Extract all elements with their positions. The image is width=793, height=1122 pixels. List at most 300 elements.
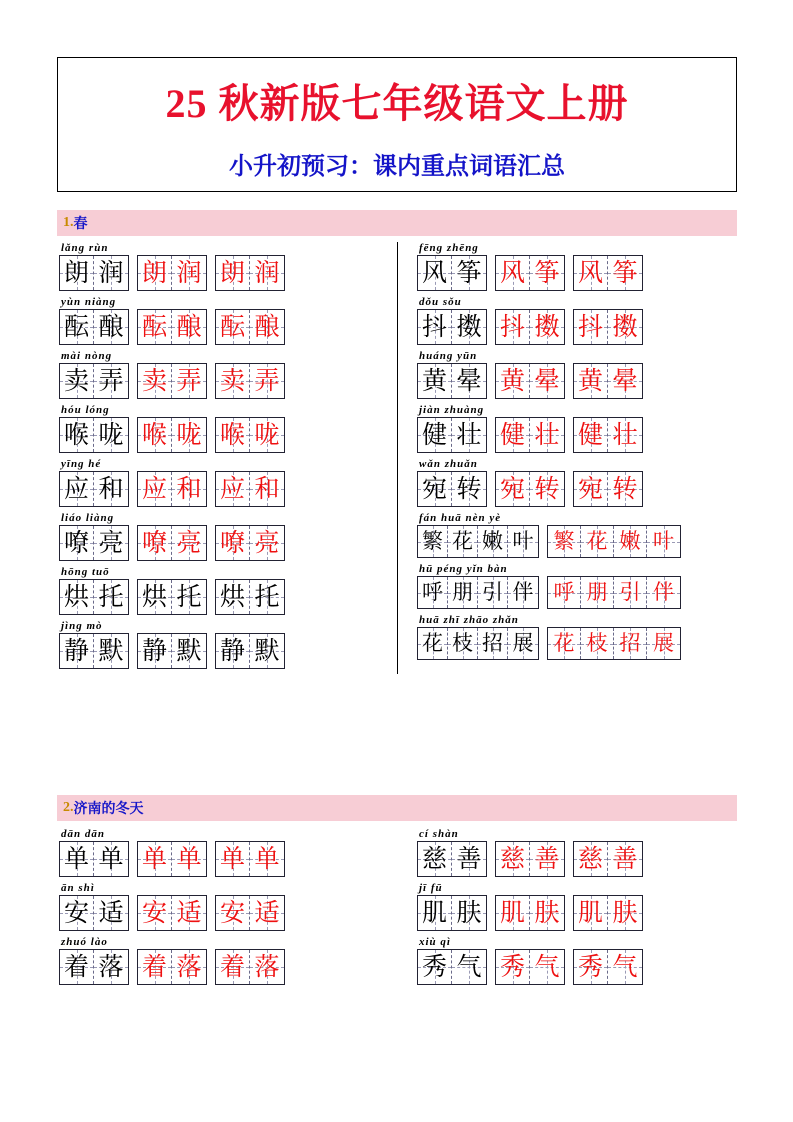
char-glyph: 晕 xyxy=(612,367,638,395)
word-grid-trace-1 xyxy=(137,471,207,507)
char-glyph: 烘 xyxy=(219,583,245,611)
char-cell xyxy=(216,418,250,452)
char-glyph: 酿 xyxy=(176,313,202,341)
word-grid-model xyxy=(59,949,129,985)
char-glyph: 朋 xyxy=(452,580,473,604)
pinyin-label: huáng yūn xyxy=(419,350,478,362)
char-glyph: 咙 xyxy=(98,421,124,449)
char-glyph: 慈 xyxy=(499,845,525,873)
char-cell xyxy=(548,577,581,608)
word-grid-model xyxy=(59,841,129,877)
pinyin-label: jiàn zhuàng xyxy=(419,404,485,416)
char-cell xyxy=(452,256,486,290)
char-glyph: 亮 xyxy=(176,529,202,557)
word-row xyxy=(417,363,737,399)
word-grid-trace-2 xyxy=(573,417,643,453)
char-glyph: 筝 xyxy=(456,259,482,287)
word-grid-model xyxy=(417,895,487,931)
char-glyph: 安 xyxy=(219,899,245,927)
char-cell xyxy=(574,310,608,344)
char-glyph: 风 xyxy=(499,259,525,287)
word-grid-trace-2 xyxy=(573,895,643,931)
char-glyph: 伴 xyxy=(512,580,534,604)
word-grid-model xyxy=(417,949,487,985)
char-glyph: 黄 xyxy=(499,367,525,395)
char-glyph: 壮 xyxy=(456,421,482,449)
pinyin-label: cí shàn xyxy=(419,828,459,840)
pinyin-label: yùn niàng xyxy=(61,296,117,308)
pinyin-label: wǎn zhuǎn xyxy=(419,458,478,470)
word-grid-trace-1 xyxy=(495,841,565,877)
word-grid-model xyxy=(417,525,539,558)
char-cell xyxy=(172,842,206,876)
char-cell xyxy=(250,472,284,506)
pinyin-label: lǎng rùn xyxy=(61,242,109,254)
char-glyph: 默 xyxy=(98,637,124,665)
word-row xyxy=(417,417,737,453)
char-glyph: 润 xyxy=(176,259,202,287)
char-glyph: 善 xyxy=(534,845,560,873)
char-cell xyxy=(452,896,486,930)
char-glyph: 卖 xyxy=(141,367,167,395)
word-row xyxy=(417,255,737,291)
char-cell xyxy=(60,364,94,398)
word-entry xyxy=(59,566,397,615)
pinyin-label: fēng zhēng xyxy=(419,242,479,254)
char-glyph: 咙 xyxy=(254,421,280,449)
char-cell xyxy=(530,472,564,506)
pinyin-label: hōng tuō xyxy=(61,566,110,578)
page-subtitle: 小升初预习：课内重点词语汇总 xyxy=(229,154,565,180)
char-glyph: 善 xyxy=(456,845,482,873)
word-grid-model xyxy=(417,841,487,877)
word-entry xyxy=(417,936,737,985)
char-cell xyxy=(94,580,128,614)
char-cell xyxy=(138,896,172,930)
word-grid-trace-1 xyxy=(137,949,207,985)
char-cell xyxy=(172,950,206,984)
pinyin-label: jìng mò xyxy=(61,620,103,632)
char-glyph: 喉 xyxy=(141,421,167,449)
char-glyph: 单 xyxy=(176,845,202,873)
word-grid-model xyxy=(59,579,129,615)
char-glyph: 肌 xyxy=(421,899,447,927)
char-glyph: 风 xyxy=(577,259,603,287)
pinyin-label: liáo liàng xyxy=(61,512,115,524)
char-glyph: 默 xyxy=(176,637,202,665)
char-cell xyxy=(508,628,538,659)
char-glyph: 宛 xyxy=(577,475,603,503)
char-glyph: 花 xyxy=(553,631,575,655)
char-glyph: 肌 xyxy=(577,899,603,927)
char-cell xyxy=(530,364,564,398)
char-glyph: 秀 xyxy=(577,953,603,981)
char-cell xyxy=(530,418,564,452)
char-glyph: 慈 xyxy=(421,845,447,873)
char-cell xyxy=(172,526,206,560)
char-cell xyxy=(94,950,128,984)
word-entry xyxy=(417,458,737,507)
char-glyph: 招 xyxy=(482,631,503,655)
char-cell xyxy=(60,634,94,668)
char-cell xyxy=(452,842,486,876)
section-header-1 xyxy=(57,210,737,236)
char-glyph: 酝 xyxy=(219,313,245,341)
word-row xyxy=(59,579,397,615)
char-glyph: 应 xyxy=(63,475,89,503)
char-cell xyxy=(530,842,564,876)
char-glyph: 和 xyxy=(176,475,202,503)
char-cell xyxy=(138,580,172,614)
char-glyph: 繁 xyxy=(422,529,443,553)
char-cell xyxy=(608,310,642,344)
word-grid-trace-1 xyxy=(547,627,681,660)
word-entry xyxy=(59,404,397,453)
char-cell xyxy=(60,842,94,876)
char-cell xyxy=(548,526,581,557)
word-grid-model xyxy=(417,627,539,660)
char-cell xyxy=(508,577,538,608)
char-cell xyxy=(60,310,94,344)
char-glyph: 静 xyxy=(141,637,167,665)
pinyin-label: jī fū xyxy=(419,882,443,894)
word-grid-trace-2 xyxy=(215,579,285,615)
char-cell xyxy=(418,472,452,506)
char-cell xyxy=(172,256,206,290)
char-glyph: 肌 xyxy=(499,899,525,927)
word-row xyxy=(59,471,397,507)
char-cell xyxy=(608,256,642,290)
char-cell xyxy=(581,526,614,557)
char-cell xyxy=(496,896,530,930)
char-glyph: 托 xyxy=(176,583,202,611)
word-entry xyxy=(59,620,397,669)
char-cell xyxy=(608,364,642,398)
char-glyph: 呼 xyxy=(422,580,443,604)
char-cell xyxy=(574,256,608,290)
title-box xyxy=(57,57,737,192)
char-glyph: 健 xyxy=(577,421,603,449)
char-cell xyxy=(418,842,452,876)
word-grid-trace-2 xyxy=(215,949,285,985)
section-number: 1. xyxy=(63,215,74,230)
word-entry xyxy=(59,936,397,985)
char-cell xyxy=(250,950,284,984)
char-cell xyxy=(172,896,206,930)
word-row xyxy=(59,525,397,561)
char-glyph: 筝 xyxy=(612,259,638,287)
char-cell xyxy=(452,364,486,398)
char-glyph: 健 xyxy=(421,421,447,449)
char-glyph: 单 xyxy=(254,845,280,873)
char-cell xyxy=(496,418,530,452)
char-glyph: 招 xyxy=(619,631,641,655)
char-cell xyxy=(478,526,508,557)
char-cell xyxy=(138,418,172,452)
char-glyph: 单 xyxy=(219,845,245,873)
char-glyph: 酿 xyxy=(254,313,280,341)
char-glyph: 酝 xyxy=(141,313,167,341)
char-glyph: 嫩 xyxy=(482,529,503,553)
char-cell xyxy=(647,577,680,608)
char-cell xyxy=(530,896,564,930)
char-glyph: 肤 xyxy=(612,899,638,927)
pinyin-label: hū péng yǐn bàn xyxy=(419,563,508,575)
char-glyph: 酿 xyxy=(98,313,124,341)
pinyin-label: fán huā nèn yè xyxy=(419,512,502,524)
word-entry xyxy=(59,828,397,877)
char-glyph: 健 xyxy=(499,421,525,449)
char-cell xyxy=(496,842,530,876)
char-cell xyxy=(647,526,680,557)
char-glyph: 肤 xyxy=(456,899,482,927)
char-cell xyxy=(216,950,250,984)
word-entry xyxy=(59,242,397,291)
char-cell xyxy=(250,896,284,930)
char-glyph: 咙 xyxy=(176,421,202,449)
char-cell xyxy=(60,896,94,930)
word-grid-trace-2 xyxy=(215,309,285,345)
char-cell xyxy=(250,634,284,668)
char-cell xyxy=(138,842,172,876)
word-grid-model xyxy=(59,363,129,399)
char-glyph: 伴 xyxy=(653,580,674,604)
char-glyph: 亮 xyxy=(254,529,280,557)
char-cell xyxy=(94,472,128,506)
char-glyph: 单 xyxy=(98,845,124,873)
char-glyph: 壮 xyxy=(534,421,560,449)
char-cell xyxy=(418,256,452,290)
char-glyph: 擞 xyxy=(456,313,482,341)
section-2-column-left xyxy=(57,828,397,990)
char-cell xyxy=(60,580,94,614)
word-row xyxy=(417,627,737,660)
char-cell xyxy=(216,256,250,290)
column-divider xyxy=(397,242,398,674)
word-grid-trace-2 xyxy=(573,949,643,985)
char-cell xyxy=(418,950,452,984)
char-glyph: 花 xyxy=(452,529,473,553)
char-glyph: 风 xyxy=(421,259,447,287)
char-glyph: 朋 xyxy=(586,580,608,604)
char-glyph: 着 xyxy=(219,953,245,981)
char-glyph: 抖 xyxy=(577,313,603,341)
section-number: 2. xyxy=(63,800,74,815)
char-glyph: 秀 xyxy=(499,953,525,981)
char-glyph: 应 xyxy=(219,475,245,503)
char-cell xyxy=(216,634,250,668)
char-glyph: 慈 xyxy=(577,845,603,873)
char-cell xyxy=(418,628,448,659)
section-header-2 xyxy=(57,795,737,821)
char-glyph: 筝 xyxy=(534,259,560,287)
word-grid-trace-1 xyxy=(137,417,207,453)
char-glyph: 静 xyxy=(219,637,245,665)
char-cell xyxy=(138,950,172,984)
char-cell xyxy=(608,950,642,984)
char-cell xyxy=(94,418,128,452)
word-row xyxy=(59,363,397,399)
char-cell xyxy=(647,628,680,659)
word-grid-trace-1 xyxy=(137,363,207,399)
word-grid-trace-2 xyxy=(215,363,285,399)
char-cell xyxy=(94,364,128,398)
char-glyph: 朗 xyxy=(141,259,167,287)
char-glyph: 弄 xyxy=(98,367,124,395)
word-entry xyxy=(417,563,737,609)
char-glyph: 亮 xyxy=(98,529,124,557)
char-glyph: 展 xyxy=(512,631,534,655)
char-glyph: 弄 xyxy=(176,367,202,395)
section-1-column-right xyxy=(397,242,737,674)
char-glyph: 喉 xyxy=(219,421,245,449)
word-grid-trace-2 xyxy=(573,363,643,399)
char-glyph: 气 xyxy=(612,953,638,981)
char-cell xyxy=(448,577,478,608)
word-grid-trace-2 xyxy=(215,895,285,931)
char-glyph: 晕 xyxy=(534,367,560,395)
word-grid-trace-1 xyxy=(495,949,565,985)
word-row xyxy=(417,949,737,985)
word-grid-model xyxy=(417,363,487,399)
char-cell xyxy=(448,526,478,557)
pinyin-label: ān shì xyxy=(61,882,95,894)
word-grid-trace-1 xyxy=(137,579,207,615)
char-cell xyxy=(172,418,206,452)
char-glyph: 弄 xyxy=(254,367,280,395)
char-glyph: 安 xyxy=(141,899,167,927)
char-cell xyxy=(452,472,486,506)
char-glyph: 落 xyxy=(176,953,202,981)
char-glyph: 朗 xyxy=(63,259,89,287)
word-entry xyxy=(59,350,397,399)
word-grid-trace-2 xyxy=(573,255,643,291)
word-grid-trace-2 xyxy=(215,471,285,507)
char-cell xyxy=(138,364,172,398)
char-cell xyxy=(60,950,94,984)
char-glyph: 着 xyxy=(63,953,89,981)
word-grid-trace-1 xyxy=(137,633,207,669)
word-entry xyxy=(417,242,737,291)
word-row xyxy=(417,895,737,931)
word-entry xyxy=(417,296,737,345)
word-grid-trace-1 xyxy=(495,471,565,507)
char-cell xyxy=(452,310,486,344)
char-cell xyxy=(94,634,128,668)
char-cell xyxy=(216,842,250,876)
word-grid-trace-2 xyxy=(215,255,285,291)
char-cell xyxy=(216,526,250,560)
word-grid-trace-2 xyxy=(573,841,643,877)
char-cell xyxy=(138,472,172,506)
char-glyph: 和 xyxy=(98,475,124,503)
char-cell xyxy=(574,896,608,930)
char-glyph: 应 xyxy=(141,475,167,503)
word-grid-trace-2 xyxy=(573,309,643,345)
section-body-1 xyxy=(57,242,737,674)
pinyin-label: dǒu sǒu xyxy=(419,296,462,308)
pinyin-label: xiù qì xyxy=(419,936,451,948)
char-glyph: 适 xyxy=(98,899,124,927)
char-cell xyxy=(496,364,530,398)
char-cell xyxy=(478,628,508,659)
char-glyph: 烘 xyxy=(63,583,89,611)
word-entry xyxy=(59,512,397,561)
word-row xyxy=(59,949,397,985)
char-glyph: 润 xyxy=(254,259,280,287)
char-cell xyxy=(60,472,94,506)
word-row xyxy=(59,255,397,291)
char-glyph: 卖 xyxy=(63,367,89,395)
char-cell xyxy=(530,310,564,344)
word-grid-model xyxy=(59,895,129,931)
char-cell xyxy=(138,634,172,668)
char-cell xyxy=(448,628,478,659)
char-cell xyxy=(574,472,608,506)
char-glyph: 抖 xyxy=(421,313,447,341)
char-cell xyxy=(452,418,486,452)
char-cell xyxy=(94,526,128,560)
char-cell xyxy=(216,472,250,506)
word-grid-trace-1 xyxy=(495,309,565,345)
char-glyph: 托 xyxy=(98,583,124,611)
word-grid-trace-1 xyxy=(137,309,207,345)
char-glyph: 叶 xyxy=(653,529,674,553)
word-grid-trace-1 xyxy=(495,895,565,931)
word-entry xyxy=(59,458,397,507)
char-glyph: 叶 xyxy=(512,529,534,553)
char-glyph: 转 xyxy=(612,475,638,503)
word-grid-trace-2 xyxy=(215,525,285,561)
word-grid-model xyxy=(59,525,129,561)
char-glyph: 宛 xyxy=(499,475,525,503)
char-glyph: 黄 xyxy=(421,367,447,395)
char-glyph: 繁 xyxy=(553,529,575,553)
char-glyph: 气 xyxy=(456,953,482,981)
char-cell xyxy=(581,628,614,659)
pinyin-label: zhuó lào xyxy=(61,936,108,948)
char-cell xyxy=(530,950,564,984)
char-cell xyxy=(216,580,250,614)
char-glyph: 气 xyxy=(534,953,560,981)
word-entry xyxy=(417,828,737,877)
char-cell xyxy=(574,842,608,876)
char-glyph: 嘹 xyxy=(141,529,167,557)
char-glyph: 烘 xyxy=(141,583,167,611)
char-glyph: 抖 xyxy=(499,313,525,341)
char-cell xyxy=(250,580,284,614)
char-glyph: 引 xyxy=(482,580,503,604)
char-cell xyxy=(614,526,647,557)
char-cell xyxy=(250,256,284,290)
word-row xyxy=(417,309,737,345)
word-grid-trace-2 xyxy=(215,417,285,453)
char-glyph: 黄 xyxy=(577,367,603,395)
char-glyph: 卖 xyxy=(219,367,245,395)
char-cell xyxy=(94,842,128,876)
char-cell xyxy=(608,418,642,452)
word-grid-model xyxy=(59,633,129,669)
char-cell xyxy=(574,418,608,452)
char-cell xyxy=(94,896,128,930)
char-glyph: 引 xyxy=(619,580,641,604)
word-entry xyxy=(59,882,397,931)
word-row xyxy=(417,841,737,877)
char-cell xyxy=(418,526,448,557)
word-entry xyxy=(59,296,397,345)
section-1-column-left xyxy=(57,242,397,674)
word-entry xyxy=(417,350,737,399)
